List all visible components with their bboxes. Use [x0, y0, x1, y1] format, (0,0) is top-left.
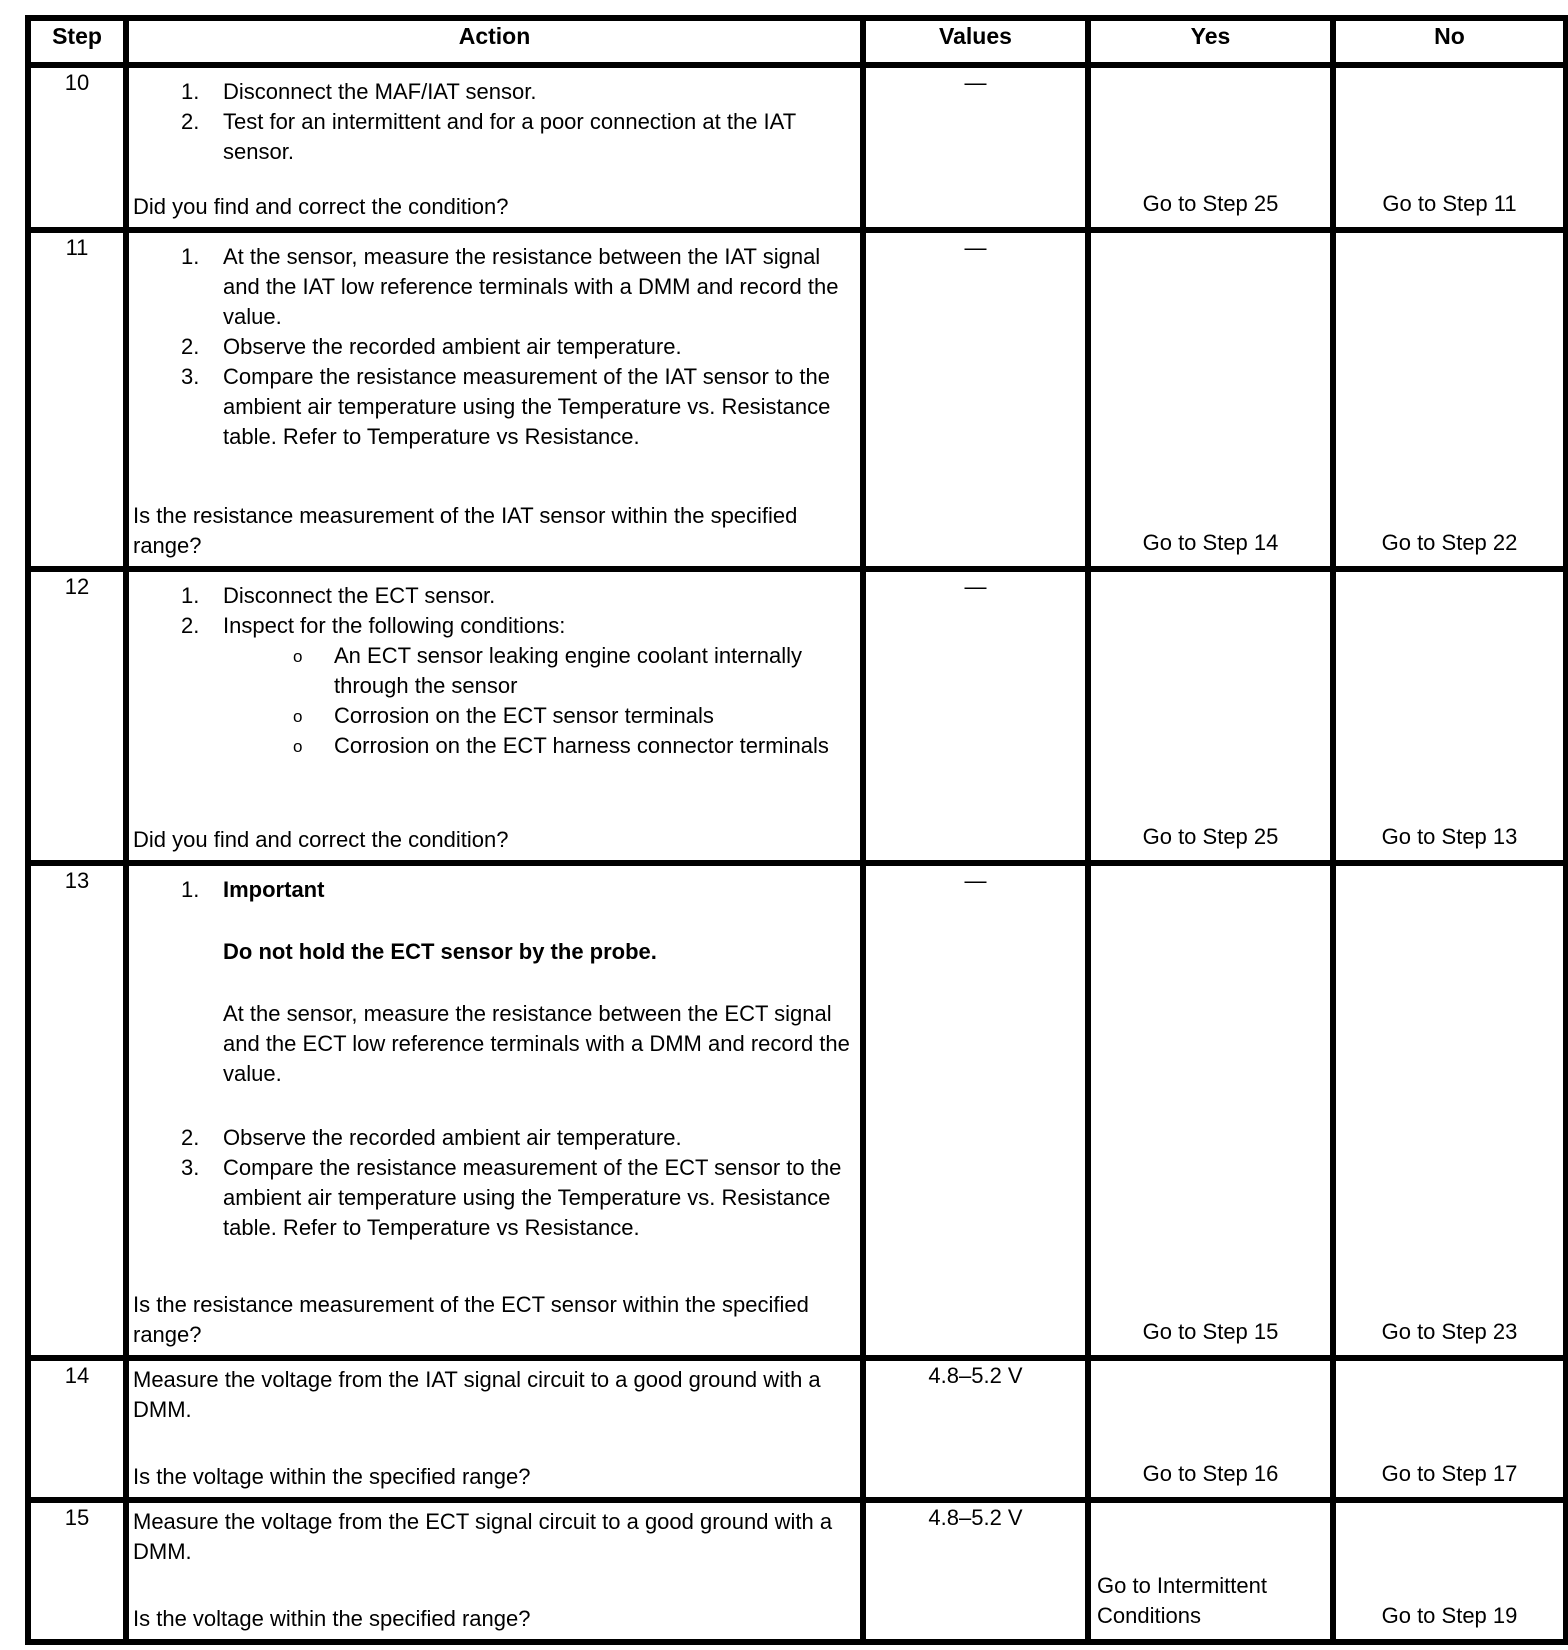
sub-list [223, 641, 854, 761]
action-item-text: Inspect for the following conditions: [223, 613, 566, 638]
action-list [129, 242, 860, 452]
action-cell [126, 230, 863, 569]
list-item-number: 2. [181, 109, 200, 134]
circle-bullet-icon: o [293, 707, 303, 726]
action-cell [126, 569, 863, 863]
yes-cell [1088, 569, 1333, 863]
no-goto-text: Go to Step 19 [1381, 1603, 1518, 1628]
column-header-action: Action [126, 18, 863, 65]
action-item-text: At the sensor, measure the resistance between the IAT signal and the IAT low reference terminals with a DMM and record the value. [223, 244, 839, 329]
sub-item-text: Corrosion on the ECT harness connector terminals [334, 733, 829, 758]
table-row [28, 1500, 1566, 1642]
values-cell: — [863, 569, 1088, 863]
column-header-no: No [1333, 18, 1566, 65]
list-item-number: 1. [181, 244, 200, 269]
action-list [129, 77, 860, 167]
yes-goto-text: Go to Step 16 [1142, 1461, 1279, 1486]
values-cell: — [863, 230, 1088, 569]
action-list-item [181, 77, 860, 107]
step-cell: 12 [28, 569, 126, 863]
sub-item-text: Corrosion on the ECT sensor terminals [334, 703, 714, 728]
step-cell: 10 [28, 65, 126, 230]
no-cell [1333, 230, 1566, 569]
table-row [28, 65, 1566, 230]
yes-goto-text: Go to Step 25 [1142, 191, 1279, 216]
action-question: Is the voltage within the specified range? [133, 1606, 531, 1631]
action-question: Did you find and correct the condition? [133, 827, 509, 852]
list-item-number: 2. [181, 613, 200, 638]
action-item-text: Observe the recorded ambient air temperature. [223, 334, 682, 359]
table-row [28, 569, 1566, 863]
values-cell: 4.8–5.2 V [863, 1500, 1088, 1642]
list-item-number: 1. [181, 79, 200, 104]
yes-goto-text: Go to Step 25 [1142, 824, 1279, 849]
values-cell: 4.8–5.2 V [863, 1358, 1088, 1500]
action-question: Is the resistance measurement of the ECT sensor within the specified range? [133, 1292, 809, 1347]
yes-goto-text: Go to Intermittent Conditions [1097, 1573, 1267, 1628]
yes-cell [1088, 230, 1333, 569]
action-list-item [181, 362, 860, 452]
sub-list-item [293, 701, 854, 731]
action-paragraph: Measure the voltage from the IAT signal circuit to a good ground with a DMM. [133, 1367, 821, 1422]
action-item-text: Disconnect the MAF/IAT sensor. [223, 79, 537, 104]
action-item-text: Test for an intermittent and for a poor connection at the IAT sensor. [223, 109, 796, 164]
yes-goto-text: Go to Step 14 [1142, 530, 1279, 555]
sub-list-item [293, 731, 854, 761]
header-row [28, 18, 1566, 65]
list-item-number: 1. [181, 583, 200, 608]
yes-cell [1088, 1358, 1333, 1500]
table-row [28, 1358, 1566, 1500]
column-header-step: Step [28, 18, 126, 65]
no-cell [1333, 863, 1566, 1358]
column-header-values: Values [863, 18, 1088, 65]
action-paragraph: At the sensor, measure the resistance between the ECT signal and the ECT low reference terminals with a DMM and record the value. [223, 1001, 850, 1086]
list-item-number: 2. [181, 1125, 200, 1150]
action-list-item [181, 242, 860, 332]
action-question: Is the voltage within the specified range? [133, 1464, 531, 1489]
no-cell [1333, 569, 1566, 863]
action-cell [126, 65, 863, 230]
action-item-text: Observe the recorded ambient air temperature. [223, 1125, 682, 1150]
list-item-number: 1. [181, 877, 200, 902]
action-list-item [181, 1153, 860, 1243]
values-cell: — [863, 863, 1088, 1358]
no-goto-text: Go to Step 13 [1381, 824, 1518, 849]
action-cell [126, 1358, 863, 1500]
no-cell [1333, 65, 1566, 230]
no-cell [1333, 1500, 1566, 1642]
yes-cell [1088, 1500, 1333, 1642]
action-cell [126, 1500, 863, 1642]
action-list-item [181, 581, 860, 611]
table-body [28, 65, 1566, 1642]
table-row [28, 230, 1566, 569]
action-list-item [181, 332, 860, 362]
values-cell: — [863, 65, 1088, 230]
no-goto-text: Go to Step 17 [1381, 1461, 1518, 1486]
yes-cell [1088, 65, 1333, 230]
step-cell: 11 [28, 230, 126, 569]
column-header-yes: Yes [1088, 18, 1333, 65]
yes-cell [1088, 863, 1333, 1358]
action-list-item [181, 107, 860, 167]
action-paragraph: Important [223, 877, 325, 902]
action-list [129, 875, 860, 1243]
circle-bullet-icon: o [293, 647, 303, 666]
action-item-text: Compare the resistance measurement of the ECT sensor to the ambient air temperature using the Temperature vs. Resistance table. Refer to Temperature vs Resistance. [223, 1155, 842, 1240]
no-cell [1333, 1358, 1566, 1500]
yes-goto-text: Go to Step 15 [1142, 1319, 1279, 1344]
sub-list-item [293, 641, 854, 701]
action-list-item [181, 611, 860, 761]
sub-item-text: An ECT sensor leaking engine coolant internally through the sensor [334, 643, 802, 698]
diagnostic-table [25, 15, 1568, 1645]
no-goto-text: Go to Step 11 [1382, 191, 1517, 216]
action-list-item [181, 875, 860, 1089]
no-goto-text: Go to Step 22 [1381, 530, 1518, 555]
action-item-text: Disconnect the ECT sensor. [223, 583, 496, 608]
circle-bullet-icon: o [293, 737, 303, 756]
action-list-item [181, 1123, 860, 1153]
list-item-number: 2. [181, 334, 200, 359]
action-list [129, 581, 860, 761]
action-question: Did you find and correct the condition? [133, 194, 509, 219]
list-item-number: 3. [181, 364, 200, 389]
step-cell: 14 [28, 1358, 126, 1500]
action-question: Is the resistance measurement of the IAT sensor within the specified range? [133, 503, 798, 558]
action-item-text: Compare the resistance measurement of the IAT sensor to the ambient air temperature using the Temperature vs. Resistance table. Refer to Temperature vs Resistance. [223, 364, 831, 449]
step-cell: 13 [28, 863, 126, 1358]
action-cell [126, 863, 863, 1358]
step-cell: 15 [28, 1500, 126, 1642]
list-item-number: 3. [181, 1155, 200, 1180]
table-row [28, 863, 1566, 1358]
no-goto-text: Go to Step 23 [1381, 1319, 1518, 1344]
action-paragraph: Do not hold the ECT sensor by the probe. [223, 939, 657, 964]
action-paragraph: Measure the voltage from the ECT signal circuit to a good ground with a DMM. [133, 1509, 833, 1564]
